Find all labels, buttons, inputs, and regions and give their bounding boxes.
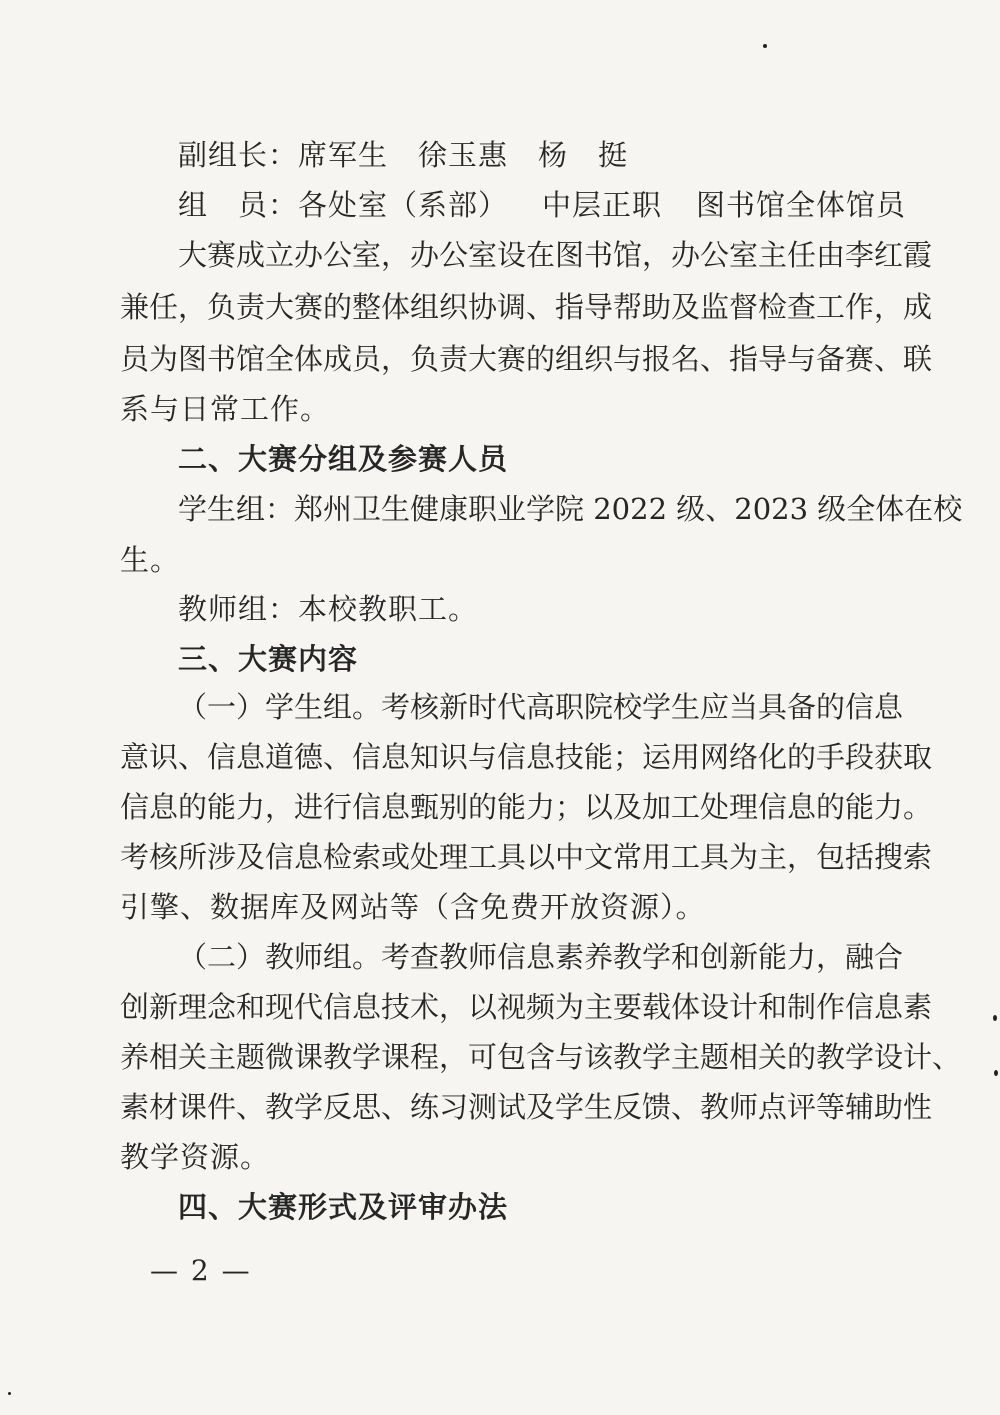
page-number: — 2 —: [150, 1254, 252, 1287]
vice-leaders-line: [178, 133, 882, 177]
scan-speck: [763, 44, 767, 48]
paragraph-line: 员为图书馆全体成员，负责大赛的组织与报名、指导与备赛、联: [120, 342, 933, 376]
paragraph-line: （一）学生组。考核新时代高职院校学生应当具备的信息: [178, 690, 904, 724]
paragraph-line: 系与日常工作。: [120, 392, 331, 426]
member-item: 图书馆全体馆员: [696, 188, 907, 222]
members-line: [178, 183, 907, 227]
vice-leaders-label: 副组长：: [178, 138, 299, 172]
vice-leader-name: 杨 挺: [538, 138, 629, 172]
scan-speck: [993, 1015, 997, 1021]
members-label: 组 员：: [178, 188, 299, 222]
section-heading: 二、大赛分组及参赛人员: [178, 442, 509, 476]
paragraph-line: 引擎、数据库及网站等（含免费开放资源）。: [120, 890, 706, 924]
paragraph-line: 素材课件、教学反思、练习测试及学生反馈、教师点评等辅助性: [120, 1090, 933, 1124]
paragraph-line: 信息的能力，进行信息甄别的能力；以及加工处理信息的能力。: [120, 790, 933, 824]
paragraph-line: 考核所涉及信息检索或处理工具以中文常用工具为主，包括搜索: [120, 840, 933, 874]
paragraph-line: 意识、信息道德、信息知识与信息技能；运用网络化的手段获取: [120, 740, 933, 774]
member-item: 各处室（系部）: [298, 188, 509, 222]
member-item: 中层正职: [542, 188, 663, 222]
scan-speck: [8, 1392, 11, 1395]
paragraph-line: （二）教师组。考查教师信息素养教学和创新能力，融合: [178, 940, 904, 974]
scan-speck: [994, 1070, 998, 1076]
section-heading: 四、大赛形式及评审办法: [178, 1190, 509, 1224]
paragraph-line: 教师组：本校教职工。: [178, 592, 479, 626]
paragraph-line: 学生组：郑州卫生健康职业学院 2022 级、2023 级全体在校: [178, 492, 963, 526]
paragraph-line: 创新理念和现代信息技术，以视频为主要载体设计和制作信息素: [120, 990, 933, 1024]
paragraph-line: 大赛成立办公室，办公室设在图书馆，办公室主任由李红霞: [178, 238, 933, 272]
vice-leader-name: 席军生: [298, 138, 389, 172]
paragraph-line: 养相关主题微课教学课程，可包含与该教学主题相关的教学设计、: [120, 1040, 962, 1074]
section-heading: 三、大赛内容: [178, 642, 359, 676]
paragraph-line: 教学资源。: [120, 1140, 271, 1174]
paragraph-line: 生。: [120, 543, 181, 577]
vice-leader-name: 徐玉惠: [418, 138, 509, 172]
paragraph-line: 兼任，负责大赛的整体组织协调、指导帮助及监督检查工作，成: [120, 290, 933, 324]
